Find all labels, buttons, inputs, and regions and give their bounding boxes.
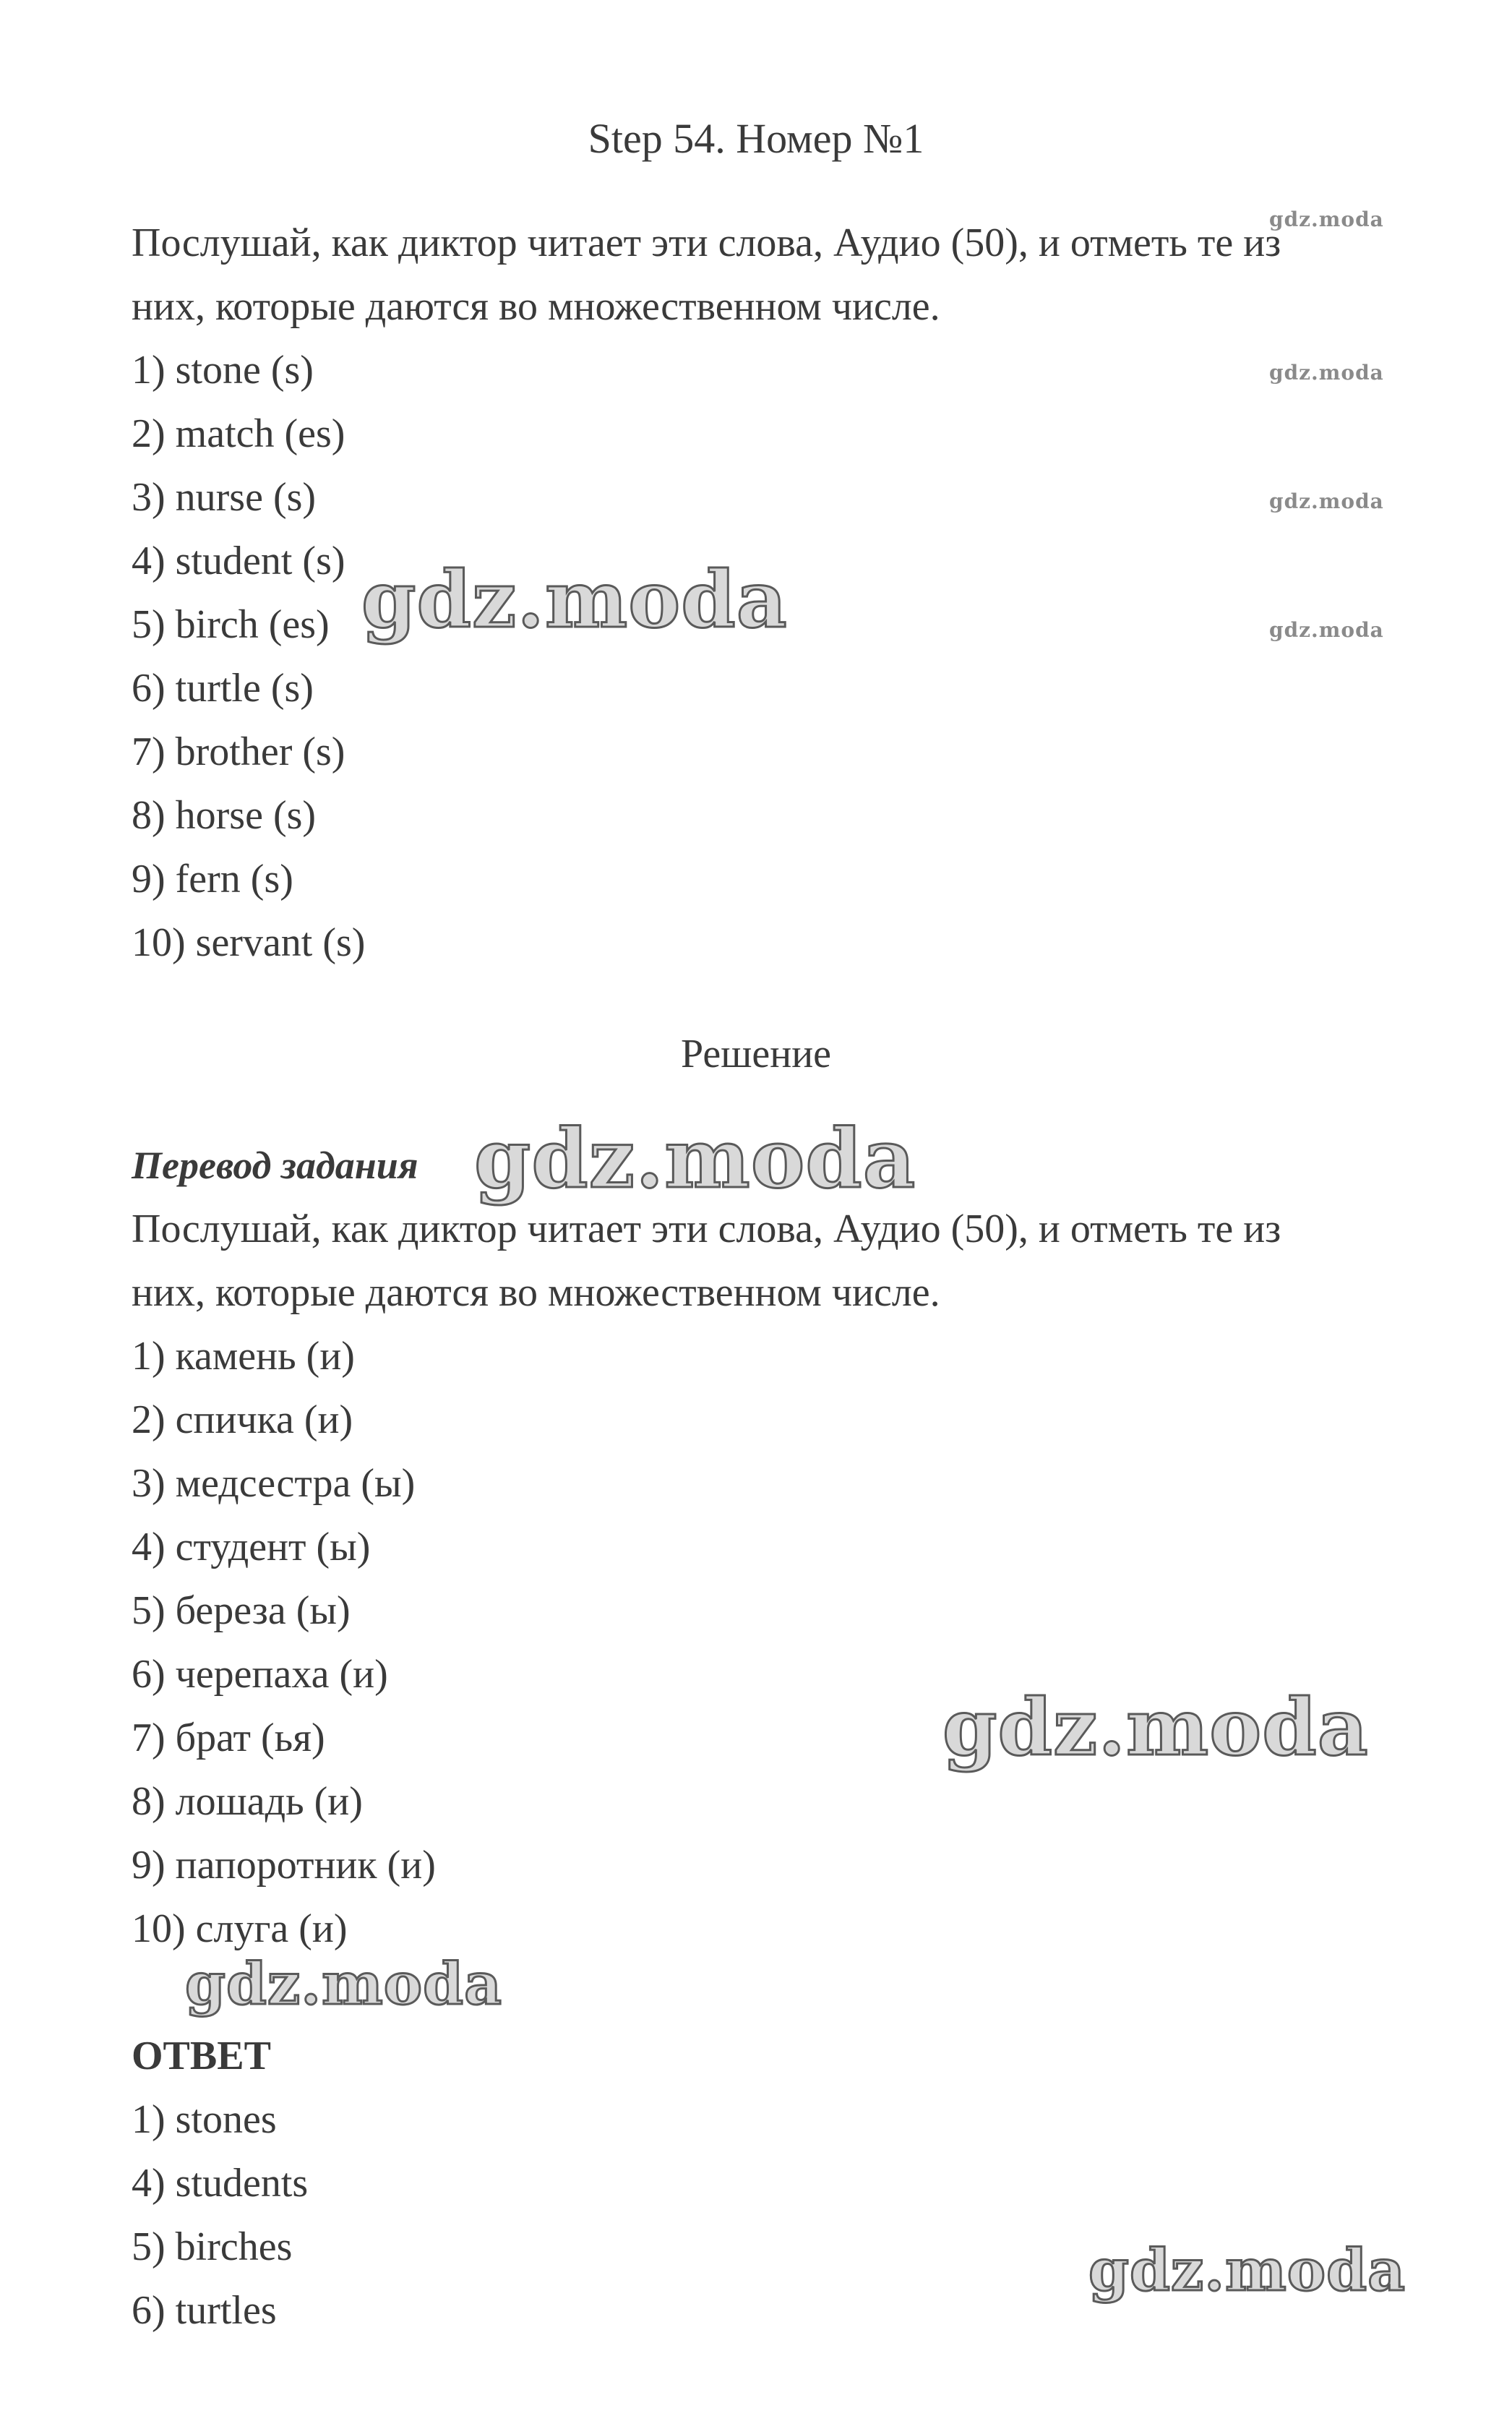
page-title: Step 54. Номер №1 (588, 115, 924, 162)
task-item: 2) match (es) (132, 411, 345, 456)
translation-item: 8) лошадь (и) (132, 1779, 363, 1824)
task-instruction-line2: них, которые даются во множественном числе. (132, 284, 940, 329)
watermark: gdz.moda (185, 1950, 502, 2018)
task-item: 5) birch (es) (132, 602, 330, 647)
watermark: gdz.moda (1269, 618, 1384, 642)
watermark: gdz.moda (1269, 361, 1384, 385)
watermark: gdz.moda (361, 554, 788, 646)
answer-item: 5) birches (132, 2224, 293, 2269)
solution-instruction-line1: Послушай, как диктор читает эти слова, Аудио (50), и отметь те из (132, 1207, 1281, 1251)
task-item: 8) horse (s) (132, 793, 317, 838)
answer-item: 6) turtles (132, 2288, 277, 2333)
translation-item: 6) черепаха (и) (132, 1652, 388, 1697)
translation-item: 7) брат (ья) (132, 1715, 325, 1760)
watermark: gdz.moda (1269, 207, 1384, 231)
translation-item: 5) береза (ы) (132, 1588, 351, 1633)
task-item: 7) brother (s) (132, 729, 345, 774)
task-item: 3) nurse (s) (132, 475, 317, 520)
translation-item: 4) студент (ы) (132, 1525, 371, 1569)
translation-item: 3) медсестра (ы) (132, 1461, 416, 1506)
task-item: 6) turtle (s) (132, 666, 314, 711)
watermark: gdz.moda (1269, 489, 1384, 513)
task-item: 4) student (s) (132, 539, 345, 583)
translation-item: 9) папоротник (и) (132, 1843, 436, 1888)
answer-item: 1) stones (132, 2097, 277, 2142)
translation-label: Перевод задания (132, 1144, 418, 1187)
watermark: gdz.moda (1088, 2236, 1406, 2304)
solution-heading: Решение (680, 1032, 832, 1076)
task-item: 9) fern (s) (132, 857, 293, 901)
task-instruction-line1: Послушай, как диктор читает эти слова, Аудио (50), и отметь те из (132, 220, 1281, 265)
translation-item: 1) камень (и) (132, 1334, 355, 1379)
task-item: 10) servant (s) (132, 920, 366, 965)
solution-instruction-line2: них, которые даются во множественном числе. (132, 1270, 940, 1315)
answer-label: ОТВЕТ (132, 2034, 271, 2078)
task-item: 1) stone (s) (132, 348, 314, 393)
translation-item: 2) спичка (и) (132, 1397, 353, 1442)
watermark: gdz.moda (942, 1682, 1369, 1773)
watermark: gdz.moda (474, 1112, 916, 1207)
translation-item: 10) слуга (и) (132, 1906, 348, 1951)
answer-item: 4) students (132, 2161, 309, 2206)
